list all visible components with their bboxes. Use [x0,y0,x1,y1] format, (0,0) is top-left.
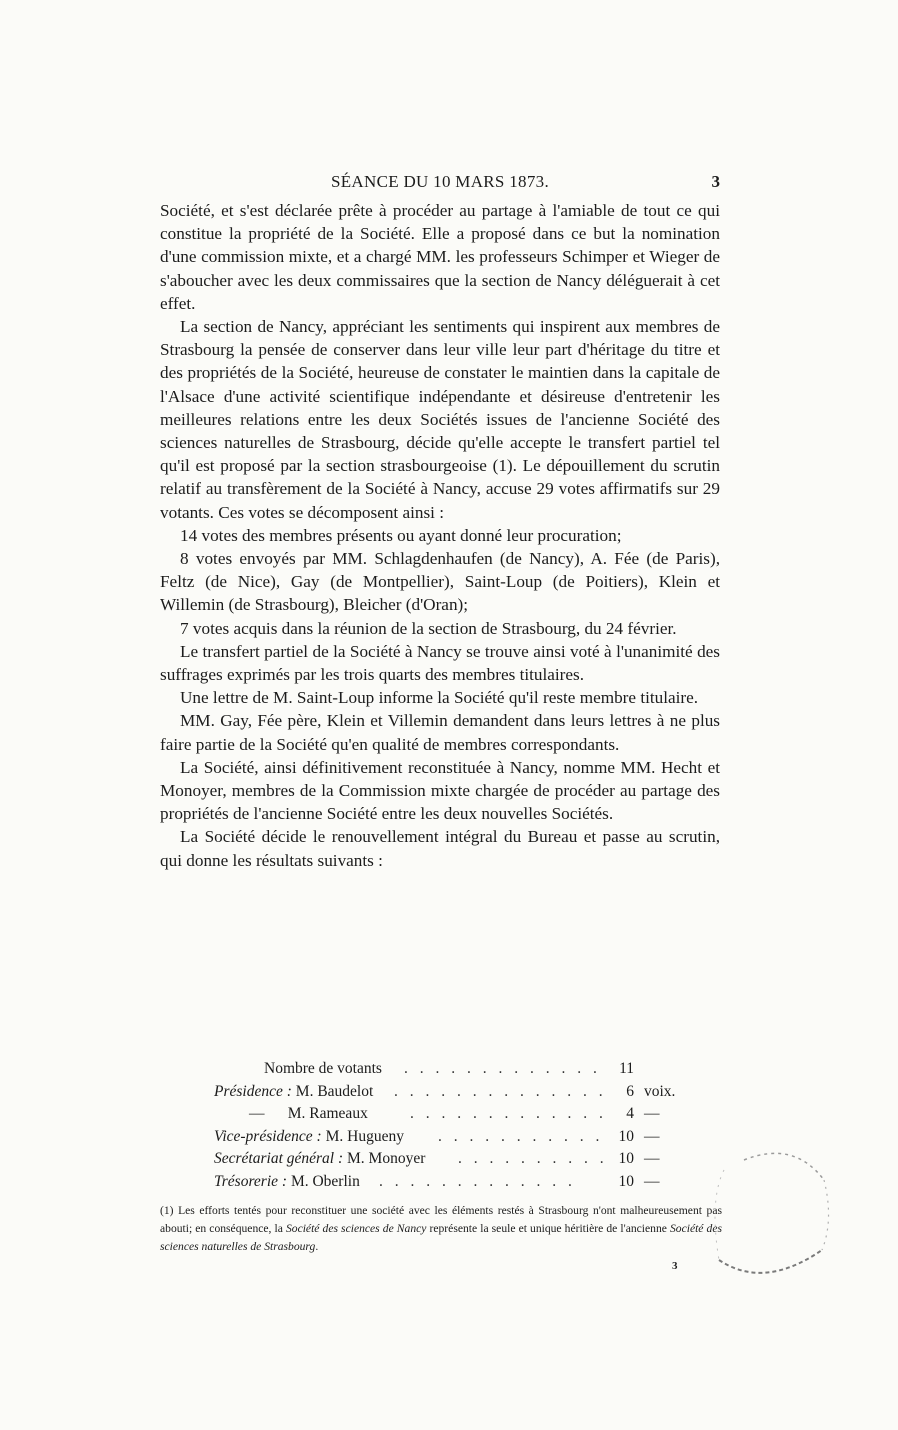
result-row [214,1058,684,1081]
leader-dots: . . . . . . . . . . . [438,1127,604,1145]
result-unit: — [644,1127,660,1145]
footnote: (1) Les efforts tentés pour reconstituer une société avec les éléments restés à Strasbourg n'ont malheureusement pas abouti; en conséquence, la Société des sciences de Nancy représente la seule et unique héritière de l'ancienne Société des sciences naturelles de Strasbourg. [160,1204,722,1253]
result-label: — M. Rameaux [249,1105,368,1122]
result-row [214,1081,684,1104]
result-row [214,1148,684,1171]
result-value: 4 [626,1105,634,1122]
body-text [160,199,720,872]
paragraph: Le transfert partiel de la Société à Nancy se trouve ainsi voté à l'unanimité des suffrages exprimés par les trois quarts des membres titulaires. [160,641,720,685]
result-label: Présidence : M. Baudelot [214,1082,374,1100]
paragraph: La section de Nancy, appréciant les sentiments qui inspirent aux membres de Strasbourg la pensée de conserver dans leur ville leur part d'héritage du titre et des propriétés de la Société, heureuse de constater le maintien dans la capitale de l'Alsace d'une activité scientifique indépendante et désireuse d'entretenir les meilleures relations entre les deux Sociétés issues de l'ancienne Société des sciences naturelles de Strasbourg, décide qu'elle accepte le transfert partiel tel qu'il est proposé par la section strasbourgeoise (1). Le dépouillement du scrutin relatif au transfèrement de la Société à Nancy, accuse 29 votes affirmatifs sur 29 votants. Ces votes se décomposent ainsi : [160,317,720,522]
leader-dots: . . . . . . . . . . [458,1150,608,1167]
leader-dots: . . . . . . . . . . . . . [379,1172,576,1190]
result-value: 10 [618,1172,634,1190]
paragraph: La Société, ainsi définitivement reconstituée à Nancy, nomme MM. Hecht et Monoyer, membres de la Commission mixte chargée de procéder au partage des propriétés de l'ancienne Société entre les deux nouvelles Sociétés. [160,757,720,824]
paragraph: 7 votes acquis dans la réunion de la section de Strasbourg, du 24 février. [180,618,677,638]
leader-dots: . . . . . . . . . . . . . [410,1105,607,1122]
result-row [214,1103,684,1126]
result-value: 11 [619,1060,634,1077]
paragraph: MM. Gay, Fée père, Klein et Villemin demandent dans leurs lettres à ne plus faire partie de la Société qu'en qualité de membres correspondants. [160,711,720,754]
result-unit: — [644,1105,660,1122]
library-stamp-icon [704,1140,834,1290]
paragraph: La Société décide le renouvellement intégral du Bureau et passe au scrutin, qui donne les résultats suivants : [160,827,720,870]
result-value: 10 [618,1127,634,1145]
result-unit: — [644,1150,660,1167]
leader-dots: . . . . . . . . . . . . . [404,1060,601,1077]
page-number: 3 [711,172,720,191]
running-header [160,172,720,194]
result-label: Vice-présidence : M. Hugueny [214,1127,404,1145]
signature-mark: 3 [672,1260,678,1272]
paragraph: 14 votes des membres présents ou ayant donné leur procuration; [180,525,622,545]
result-unit: — [644,1172,660,1190]
result-label: Trésorerie : M. Oberlin [214,1172,360,1190]
result-row [214,1126,684,1149]
result-label: Secrétariat général : M. Monoyer [214,1150,426,1167]
election-results [214,1058,684,1193]
paragraph: Une lettre de M. Saint-Loup informe la Société qu'il reste membre titulaire. [180,688,699,708]
result-row [214,1171,684,1194]
result-label: Nombre de votants [264,1060,382,1077]
page-header-title: SÉANCE DU 10 MARS 1873. [330,172,549,191]
result-unit: voix. [644,1082,676,1100]
paragraph: 8 votes envoyés par MM. Schlagdenhaufen (de Nancy), A. Fée (de Paris), Feltz (de Nice), Gay (de Montpellier), Saint-Loup (de Poitiers), Klein et Willemin (de Strasbourg), Bleicher (d'Oran); [160,549,720,615]
leader-dots: . . . . . . . . . . . . . . [394,1082,607,1100]
result-value: 10 [618,1150,634,1167]
paragraph: Société, et s'est déclarée prête à procéder au partage à l'amiable de tout ce qui constitue la propriété de la Société. Elle a proposé dans ce but la nomination d'une commission mixte, et a chargé MM. les professeurs Schimper et Wieger de s'aboucher avec les deux commissaires que la section de Nancy déléguerait à cet effet. [160,201,720,313]
result-value: 6 [626,1082,634,1100]
